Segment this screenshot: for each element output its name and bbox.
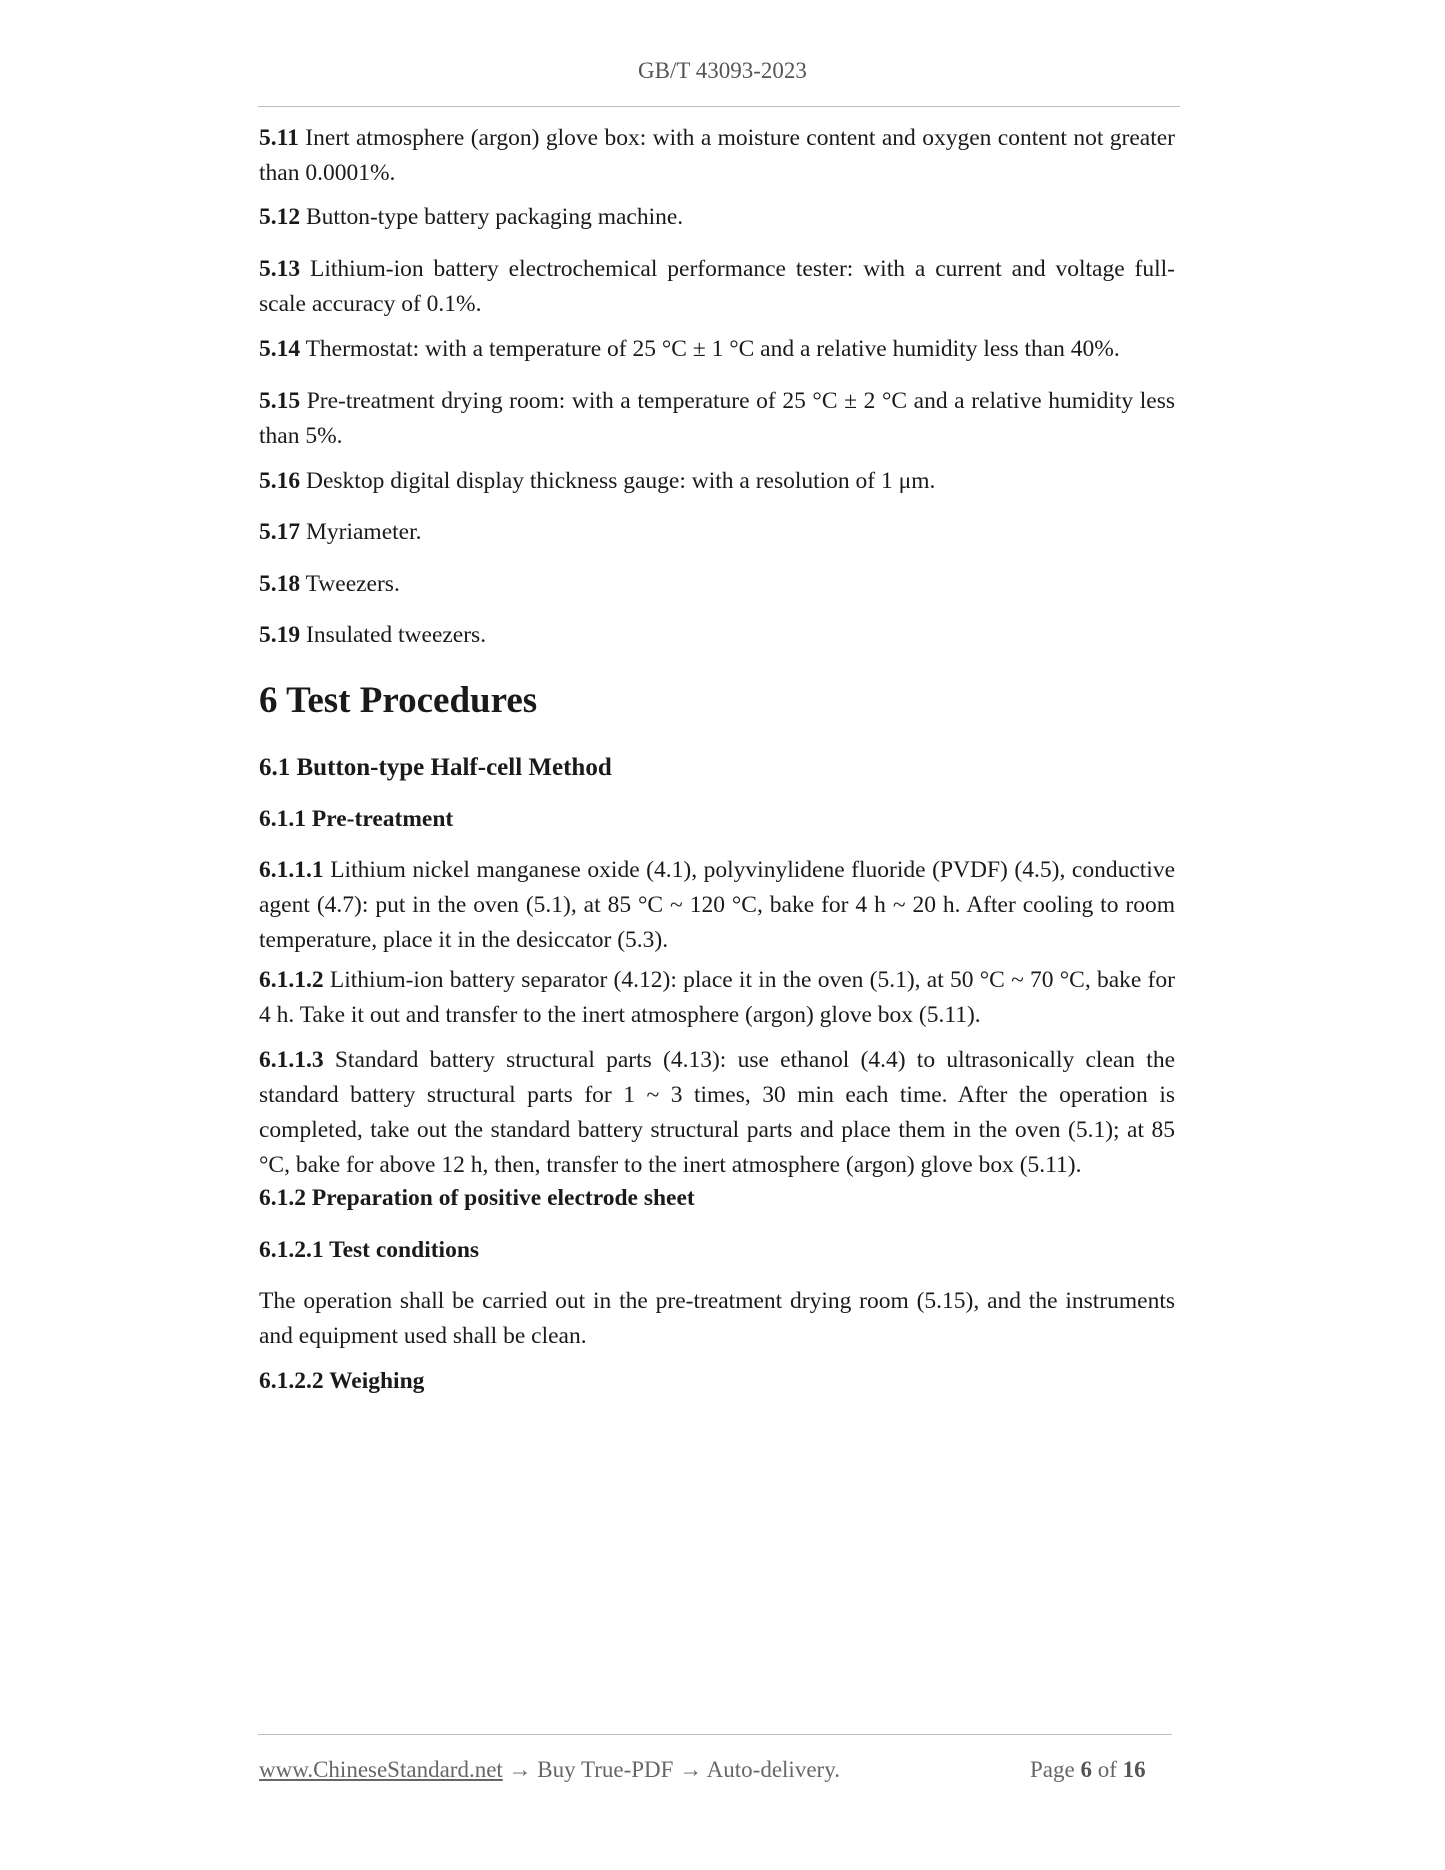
clause-text: Standard battery structural parts (4.13): use ethanol (4.4) to ultrasonically clean the standard battery structural parts for 1 ~ 3 times, 30 min each time. After the operation is completed, take out the standard battery structural parts and place them in the oven (5.1); at 85 °C, bake for above 12 h, then, transfer to the inert atmosphere (argon) glove box (5.11).	[259, 1047, 1175, 1178]
page-indicator	[1030, 1757, 1146, 1783]
section-6-1-2-2-heading: 6.1.2.2 Weighing	[259, 1368, 425, 1394]
section-6-heading: 6 Test Procedures	[259, 680, 538, 721]
clause-text: Lithium nickel manganese oxide (4.1), polyvinylidene fluoride (PVDF) (4.5), conductive agent (4.7): put in the oven (5.1), at 85 °C ~ 120 °C, bake for 4 h ~ 20 h. After cooling to room temperature, place it in the desiccator (5.3).	[259, 857, 1175, 953]
page-label: Page	[1030, 1757, 1075, 1782]
clause-5-13	[259, 252, 1175, 322]
clause-number: 5.16	[259, 468, 301, 494]
clause-text: Button-type battery packaging machine.	[300, 204, 684, 230]
clause-number: 5.14	[259, 336, 301, 362]
clause-text: Pre-treatment drying room: with a temperature of 25 °C ± 2 °C and a relative humidity less than 5%.	[259, 388, 1175, 449]
clause-5-14	[259, 332, 1175, 367]
clause-5-19	[259, 618, 1175, 653]
clause-5-11	[259, 121, 1175, 191]
clause-5-15	[259, 384, 1175, 454]
section-6-1-2-heading: 6.1.2 Preparation of positive electrode sheet	[259, 1185, 695, 1211]
footer-divider	[258, 1734, 1172, 1735]
section-6-1-heading: 6.1 Button-type Half-cell Method	[259, 754, 612, 781]
clause-text: Desktop digital display thickness gauge: with a resolution of 1 μm.	[300, 468, 936, 494]
section-6-1-2-1-heading: 6.1.2.1 Test conditions	[259, 1237, 480, 1263]
clause-text: Lithium-ion battery separator (4.12): place it in the oven (5.1), at 50 °C ~ 70 °C, bake for 4 h. Take it out and transfer to the inert atmosphere (argon) glove box (5.11).	[259, 967, 1175, 1028]
website-link[interactable]: www.ChineseStandard.net	[259, 1757, 503, 1782]
section-6-1-1-heading: 6.1.1 Pre-treatment	[259, 806, 454, 832]
buy-pdf-text: Buy True-PDF	[537, 1757, 674, 1782]
current-page-number: 6	[1080, 1757, 1092, 1782]
clause-5-12	[259, 200, 1175, 235]
clause-6-1-1-3	[259, 1043, 1175, 1183]
clause-number: 5.19	[259, 622, 301, 648]
clause-5-17	[259, 515, 1175, 550]
auto-delivery-text: Auto-delivery.	[706, 1757, 840, 1782]
clause-text: Thermostat: with a temperature of 25 °C ± 1 °C and a relative humidity less than 40%.	[300, 336, 1120, 362]
of-label: of	[1097, 1757, 1117, 1782]
clause-text: Lithium-ion battery electrochemical performance tester: with a current and voltage full-scale accuracy of 0.1%.	[259, 256, 1175, 317]
clause-text: Tweezers.	[300, 571, 400, 597]
clause-number: 5.17	[259, 519, 301, 545]
arrow-right-icon: →	[679, 1757, 703, 1782]
clause-number: 5.11	[259, 125, 299, 151]
clause-5-18	[259, 567, 1175, 602]
clause-number: 5.18	[259, 571, 301, 597]
clause-text: Insulated tweezers.	[300, 622, 487, 648]
clause-6-1-1-1	[259, 853, 1175, 958]
clause-number: 5.12	[259, 204, 301, 230]
clause-number: 5.15	[259, 388, 301, 414]
header-divider	[258, 106, 1180, 107]
clause-number: 6.1.1.1	[259, 857, 324, 883]
footer-promo	[259, 1757, 840, 1783]
clause-text: Inert atmosphere (argon) glove box: with a moisture content and oxygen content not greater than 0.0001%.	[259, 125, 1175, 186]
clause-6-1-1-2	[259, 963, 1175, 1033]
clause-5-16	[259, 464, 1175, 499]
clause-text: Myriameter.	[300, 519, 422, 545]
clause-number: 6.1.1.3	[259, 1047, 324, 1073]
total-pages-number: 16	[1122, 1757, 1146, 1782]
clause-6-1-2-1-text: The operation shall be carried out in the pre-treatment drying room (5.15), and the instruments and equipment used shall be clean.	[259, 1288, 1175, 1349]
arrow-right-icon: →	[508, 1757, 532, 1782]
clause-number: 5.13	[259, 256, 301, 282]
clause-number: 6.1.1.2	[259, 967, 324, 993]
page-header-title: GB/T 43093-2023	[638, 58, 807, 83]
